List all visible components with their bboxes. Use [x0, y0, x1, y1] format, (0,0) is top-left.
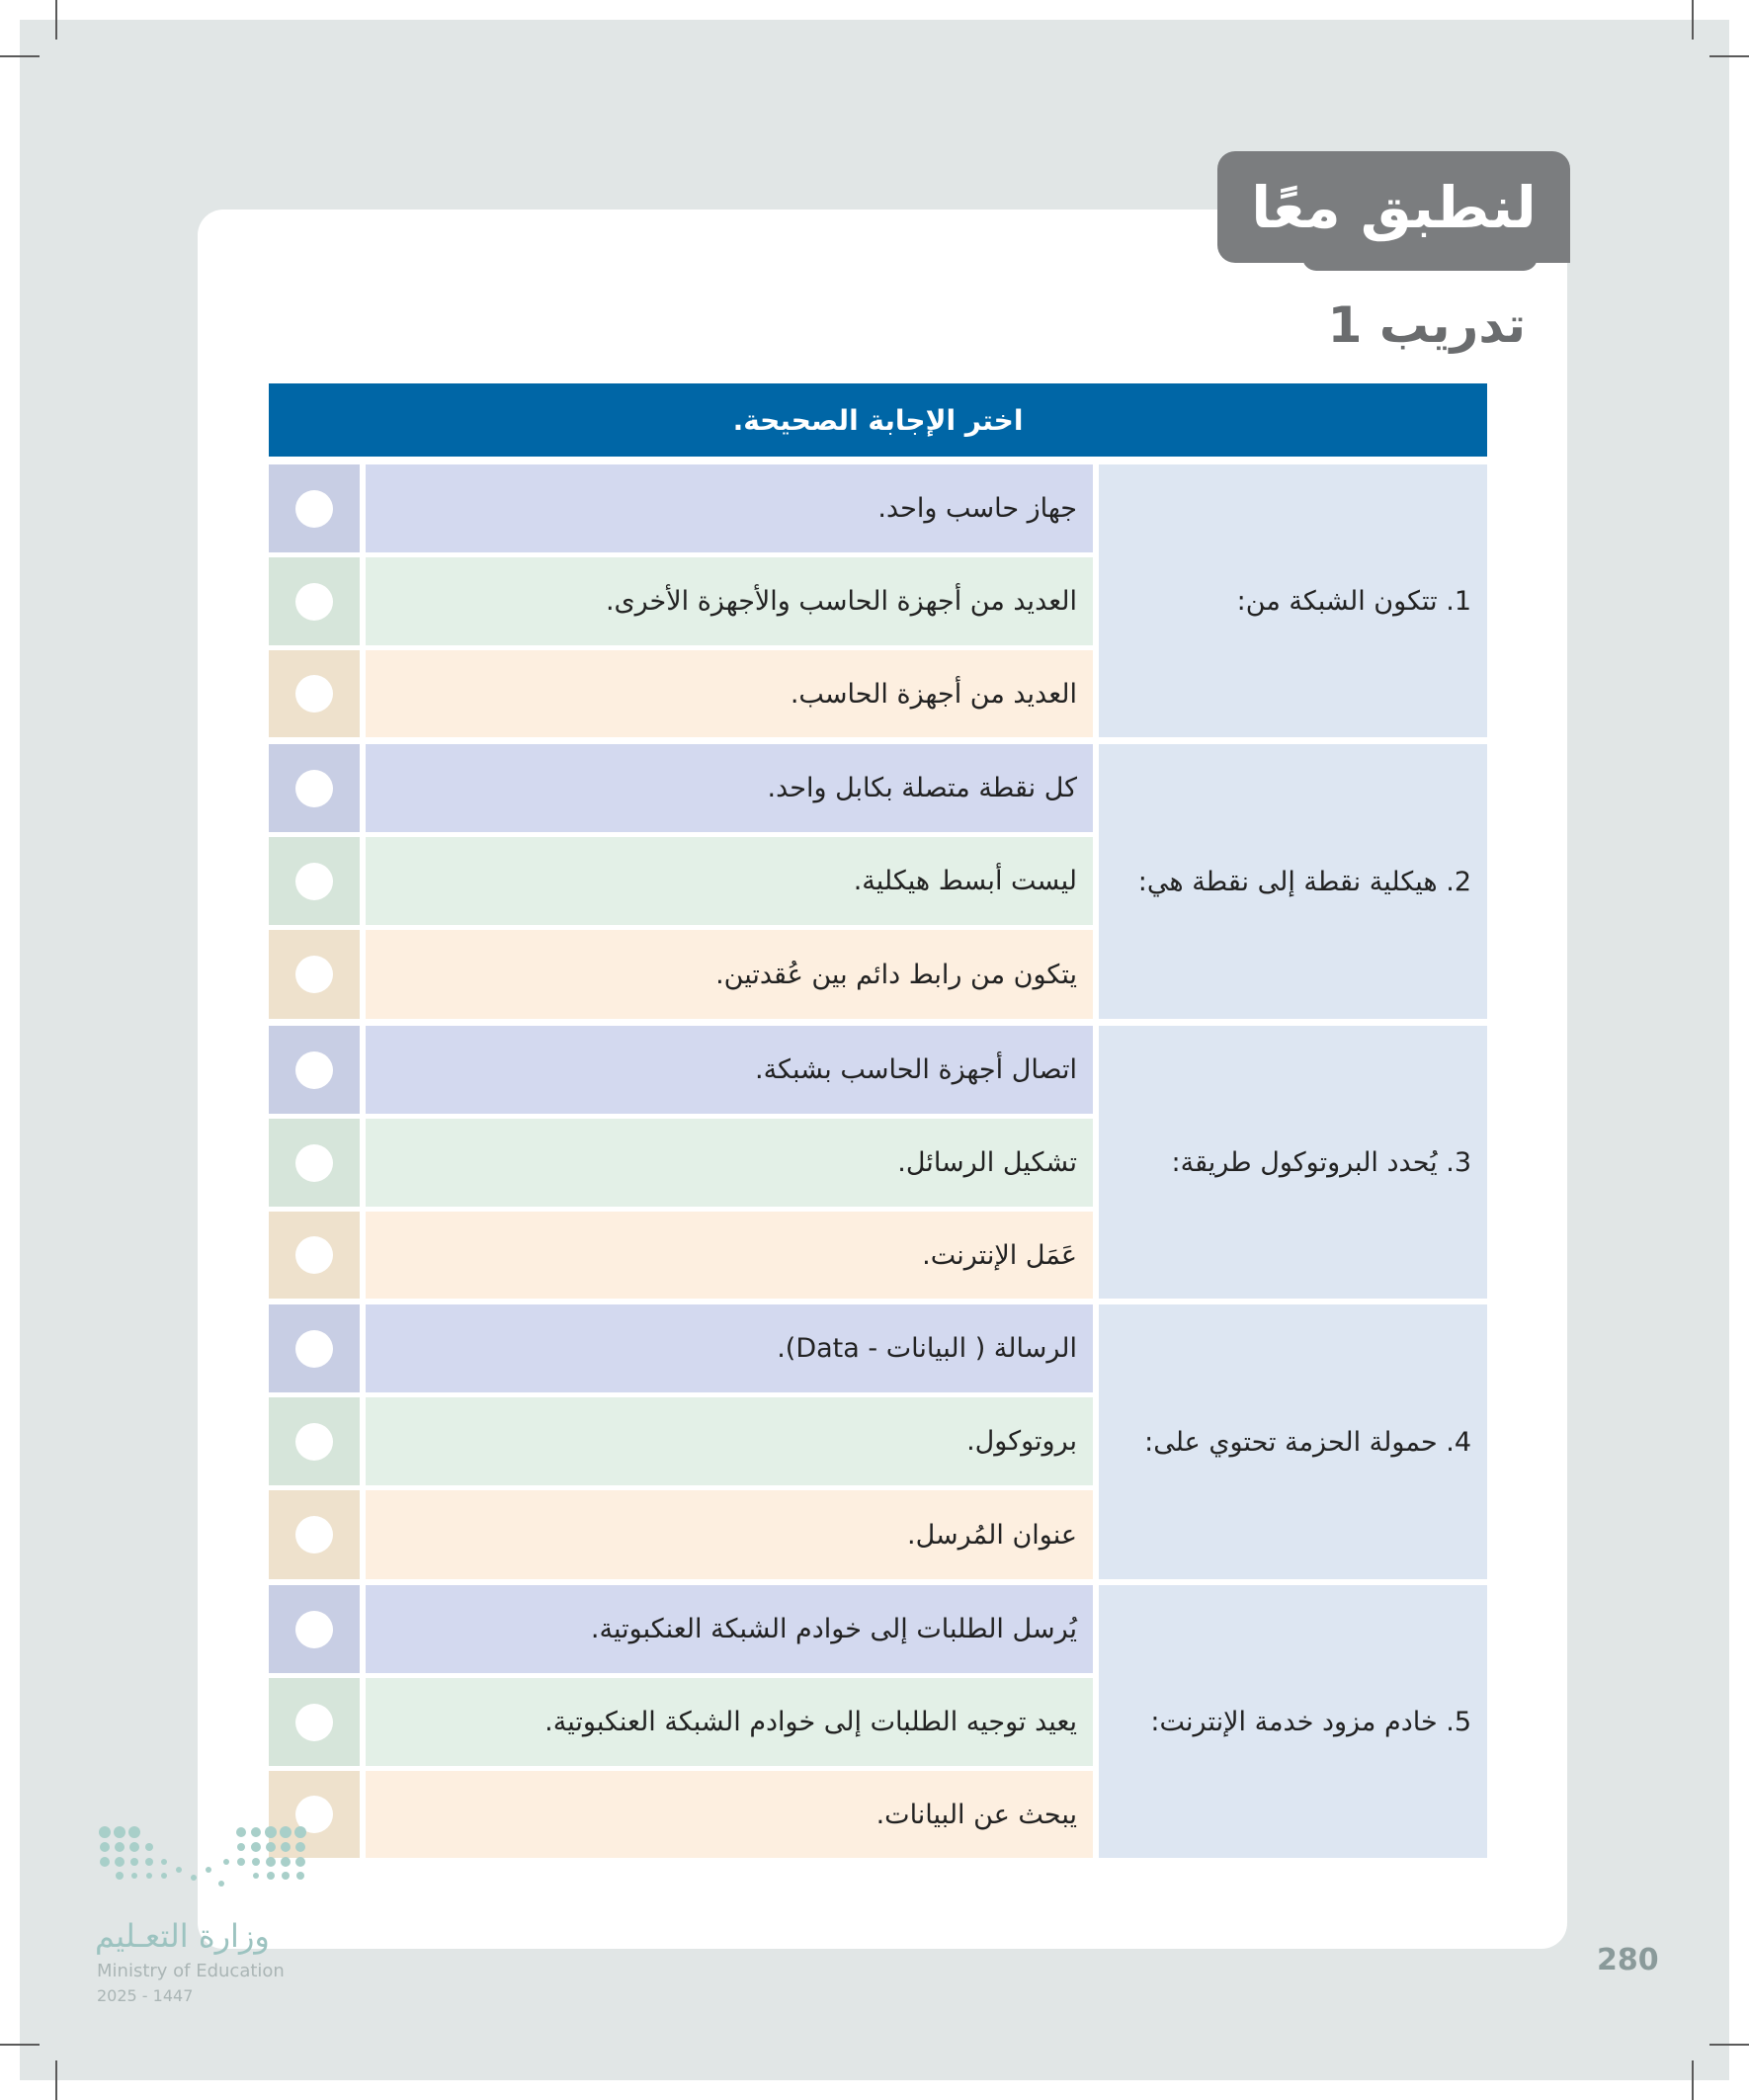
radio-circle-icon [295, 490, 333, 528]
radio-circle-icon [295, 675, 333, 713]
question-4: 4. حمولة الحزمة تحتوي على: [1099, 1304, 1487, 1579]
radio-3b[interactable] [269, 1119, 360, 1207]
radio-4c[interactable] [269, 1490, 360, 1579]
radio-5b[interactable] [269, 1678, 360, 1766]
radio-circle-icon [295, 1423, 333, 1461]
page-title: لنطبق معًا [1217, 151, 1570, 263]
crop-mark [0, 2044, 40, 2046]
option-3c: عَمَل الإنترنت. [366, 1212, 1093, 1299]
option-4a: الرسالة ( البيانات - Data). [366, 1304, 1093, 1392]
radio-4b[interactable] [269, 1397, 360, 1485]
crop-mark [1709, 55, 1749, 57]
radio-2b[interactable] [269, 837, 360, 925]
option-1b: العديد من أجهزة الحاسب والأجهزة الأخرى. [366, 557, 1093, 645]
radio-circle-icon [295, 1516, 333, 1554]
crop-mark [1692, 0, 1694, 40]
radio-1c[interactable] [269, 650, 360, 737]
radio-3c[interactable] [269, 1212, 360, 1299]
crop-mark [55, 2060, 57, 2100]
option-2c: يتكون من رابط دائم بين عُقدتين. [366, 930, 1093, 1019]
radio-circle-icon [295, 1330, 333, 1368]
question-2: 2. هيكلية نقطة إلى نقطة هي: [1099, 744, 1487, 1019]
logo-english-text: Ministry of Education [97, 1961, 285, 1981]
option-2a: كل نقطة متصلة بكابل واحد. [366, 744, 1093, 832]
radio-3a[interactable] [269, 1026, 360, 1114]
logo-year-text: 2025 - 1447 [97, 1986, 194, 2005]
logo-arabic-text: وزارة التعـليم [95, 1917, 270, 1955]
crop-mark [1692, 2060, 1694, 2100]
radio-4a[interactable] [269, 1304, 360, 1392]
option-1c: العديد من أجهزة الحاسب. [366, 650, 1093, 737]
option-1a: جهاز حاسب واحد. [366, 464, 1093, 552]
table-header: اختر الإجابة الصحيحة. [269, 383, 1487, 457]
radio-circle-icon [295, 583, 333, 621]
option-4b: بروتوكول. [366, 1397, 1093, 1485]
question-5: 5. خادم مزود خدمة الإنترنت: [1099, 1585, 1487, 1858]
radio-circle-icon [295, 863, 333, 900]
crop-mark [1709, 2044, 1749, 2046]
page-number: 280 [1597, 1943, 1659, 1977]
radio-circle-icon [295, 1051, 333, 1089]
option-4c: عنوان المُرسل. [366, 1490, 1093, 1579]
radio-5a[interactable] [269, 1585, 360, 1673]
option-5c: يبحث عن البيانات. [366, 1771, 1093, 1858]
option-3b: تشكيل الرسائل. [366, 1119, 1093, 1207]
radio-circle-icon [295, 1236, 333, 1274]
exercise-title: تدريب 1 [1327, 296, 1526, 354]
radio-1a[interactable] [269, 464, 360, 552]
radio-circle-icon [295, 1144, 333, 1182]
option-3a: اتصال أجهزة الحاسب بشبكة. [366, 1026, 1093, 1114]
radio-circle-icon [295, 1704, 333, 1741]
radio-2c[interactable] [269, 930, 360, 1019]
question-3: 3. يُحدد البروتوكول طريقة: [1099, 1026, 1487, 1299]
question-1: 1. تتكون الشبكة من: [1099, 464, 1487, 737]
radio-circle-icon [295, 770, 333, 807]
option-5b: يعيد توجيه الطلبات إلى خوادم الشبكة العنكبوتية. [366, 1678, 1093, 1766]
crop-mark [0, 55, 40, 57]
radio-circle-icon [295, 956, 333, 993]
option-5a: يُرسل الطلبات إلى خوادم الشبكة العنكبوتية. [366, 1585, 1093, 1673]
option-2b: ليست أبسط هيكلية. [366, 837, 1093, 925]
radio-1b[interactable] [269, 557, 360, 645]
radio-circle-icon [295, 1611, 333, 1648]
radio-2a[interactable] [269, 744, 360, 832]
crop-mark [55, 0, 57, 40]
